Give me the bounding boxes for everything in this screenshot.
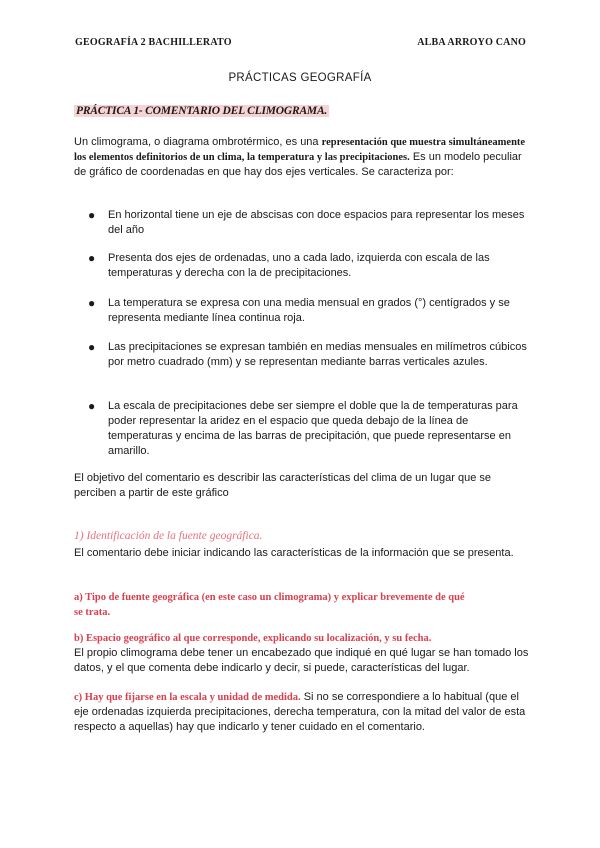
bullet-glyph: ● [88, 340, 96, 354]
ident-heading: 1) Identificación de la fuente geográfica. [74, 530, 263, 542]
bullet-item: Presenta dos ejes de ordenadas, uno a cada lado, izquierda con escala de las temperaturas y derecha con la de precipitaciones. [108, 252, 490, 279]
intro-text-1: Un climograma, o diagrama ombrotérmico, es una [74, 136, 322, 148]
bullet-item: La temperatura se expresa con una media mensual en grados (°) centígrados y se representa mediante línea continua roja. [108, 297, 510, 324]
bullet-item: Las precipitaciones se expresan también en medias mensuales en milímetros cúbicos por metro cuadrado (mm) y se representan mediante barras verticales azules. [108, 341, 527, 368]
intro-text-2: Es un modelo peculiar de gráfico de coordenadas en que hay dos ejes verticales. Se caracteriza por: [74, 151, 522, 178]
page-title: PRÁCTICAS GEOGRAFÍA [228, 72, 372, 84]
item-c [74, 690, 529, 735]
item-b-text: El propio climograma debe tener un encabezado que indiqué en qué lugar se han tomado los datos, y el que comenta debe indicarlo y decir, si puede, características del lugar. [74, 647, 529, 674]
bullet-glyph: ● [88, 399, 96, 413]
item-c-heading: c) Hay que fijarse en la escala y unidad de medida. [74, 692, 301, 703]
objective-paragraph: El objetivo del comentario es describir las características del clima de un lugar que se perciben a partir de este gráfico [74, 472, 491, 499]
item-c-text: Si no se correspondiere a lo habitual (que el eje ordenadas izquierda precipitaciones, derecha temperatura, con la mitad del valor de esta respecto a aquellas) hay que indicarlo y tener cuidado en el comentario. [74, 691, 526, 733]
bullet-item: En horizontal tiene un eje de abscisas con doce espacios para representar los meses del año [108, 209, 525, 236]
header-left: GEOGRAFÍA 2 BACHILLERATO [75, 37, 232, 48]
ident-paragraph: El comentario debe iniciar indicando las características de la información que se presenta. [74, 547, 514, 559]
item-b [74, 631, 529, 676]
bullet-glyph: ● [88, 208, 96, 222]
bullet-glyph: ● [88, 296, 96, 310]
bullet-glyph: ● [88, 251, 96, 265]
bullet-item: La escala de precipitaciones debe ser siempre el doble que la de temperaturas para poder representar la aridez en el espacio que queda debajo de la línea de temperaturas y encima de las barras de precipitación, que puede representarse en amarillo. [108, 400, 518, 457]
intro-bold: representación que muestra simultáneamente los elementos definitorios de un clima, la temperatura y las precipitaciones. [74, 137, 526, 163]
item-b-heading: b) Espacio geográfico al que corresponde, explicando su localización, y su fecha. [74, 633, 432, 644]
section-title: PRÁCTICA 1- COMENTARIO DEL CLIMOGRAMA. [76, 105, 328, 117]
item-a: a) Tipo de fuente geográfica (en este caso un climograma) y explicar brevemente de qué se trata. [74, 592, 465, 618]
header-right: ALBA ARROYO CANO [417, 37, 526, 48]
intro-paragraph [74, 135, 529, 180]
